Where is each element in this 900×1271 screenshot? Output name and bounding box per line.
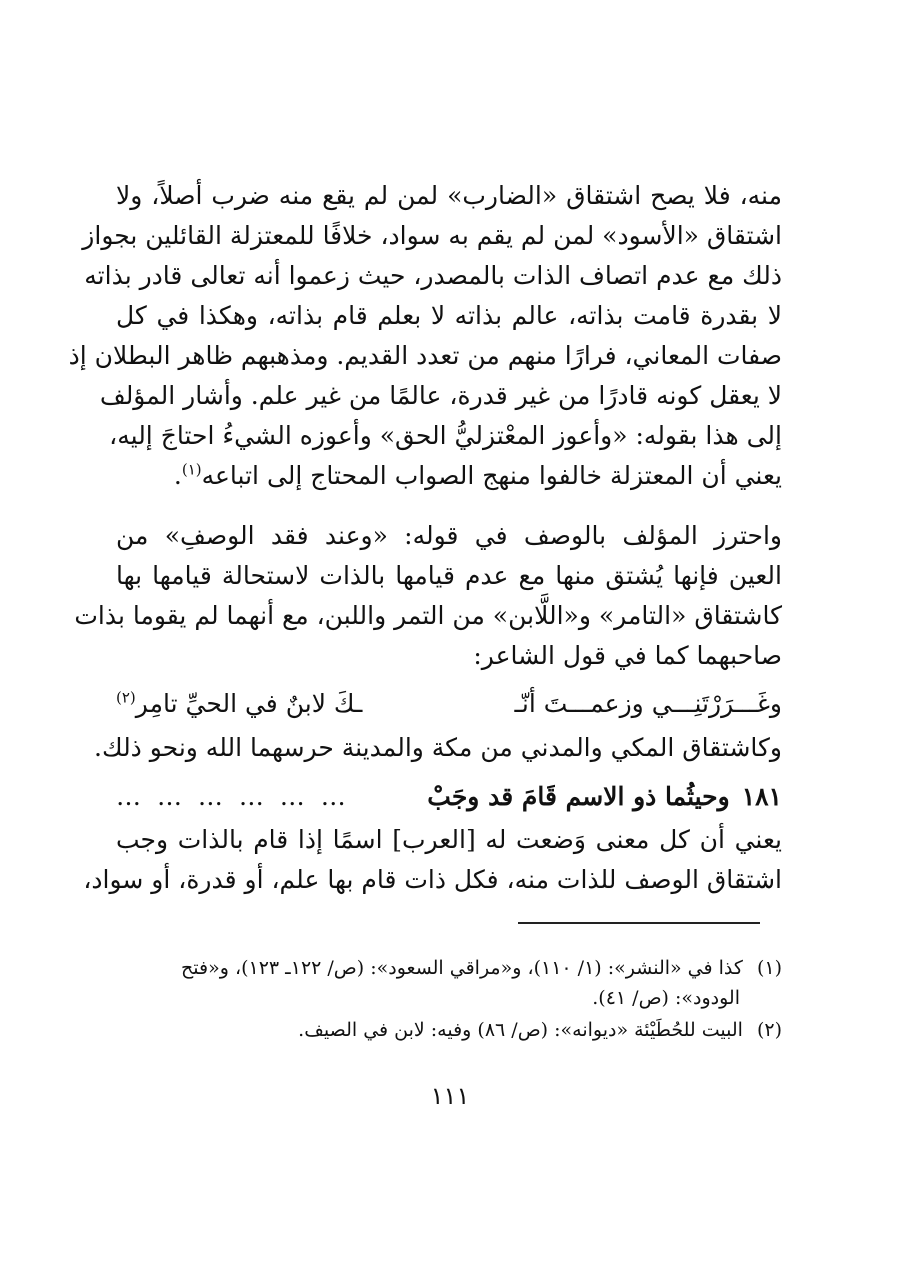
body-line: صفات المعاني، فرارًا منهم من تعدد القديم. ومذهبهم ظاهر البطلان إذ	[68, 341, 782, 370]
footnote-2-mark: (٢)	[756, 1019, 782, 1041]
poem-ellipsis: … … … … … …	[116, 782, 350, 811]
para3-line: اشتقاق الوصف للذات منه، فكل ذات قام بها علم، أو قدرة، أو سواد،	[83, 865, 782, 894]
body-last-end: .	[173, 461, 182, 490]
verse-hemistich-2: ـكَ لابنٌ في الحيِّ تامِر	[135, 689, 363, 718]
footnote-1-line2: الودود»: (ص/ ٤١).	[592, 987, 740, 1009]
poem-line-text: وحيثُما ذو الاسم قَامَ قد وجَبْ	[427, 782, 730, 811]
body-line: ذلك مع عدم اتصاف الذات بالمصدر، حيث زعموا أنه تعالى قادر بذاته	[84, 261, 782, 290]
footnote-2	[116, 1015, 782, 1045]
poem-line-number: ١٨١	[741, 782, 782, 811]
para2-line: العين فإنها يُشتق منها مع عدم قيامها بالذات لاستحالة قيامها بها	[116, 561, 782, 590]
footnote-ref-2: (٢)	[116, 688, 136, 707]
body-line-last	[116, 456, 782, 496]
poetry-verse	[116, 684, 782, 724]
verse-hemistich-2-wrap	[116, 684, 362, 724]
para3-line: يعني أن كل معنى وَضعت له [العرب] اسمًا إذا قام بالذات وجب	[116, 825, 782, 854]
footnote-1	[116, 953, 782, 983]
para2-line-last: صاحبهما كما في قول الشاعر:	[473, 641, 782, 670]
verse-hemistich-1: وغَـــرَرْتَنِـــي وزعمـــتَ أنّـ	[514, 689, 782, 718]
footnote-2-line1: البيت للحُطَيْئة «ديوانه»: (ص/ ٨٦) وفيه: لابن في الصيف.	[298, 1019, 743, 1041]
after-verse-line: وكاشتقاق المكي والمدني من مكة والمدينة حرسهما الله ونحو ذلك.	[94, 733, 782, 762]
para2-line: واحترز المؤلف بالوصف في قوله: «وعند فقد الوصفِ» من	[116, 521, 782, 550]
footnote-1-mark: (١)	[756, 957, 782, 979]
footnote-ref-1: (١)	[181, 460, 202, 479]
body-line: لا يعقل كونه قادرًا من غير قدرة، عالمًا من غير علم. وأشار المؤلف	[99, 381, 782, 410]
footnote-separator	[518, 922, 760, 924]
page-number: ١١١	[430, 1082, 470, 1110]
footnote-1-line1: كذا في «النشر»: (١/ ١١٠)، و«مراقي السعود»: (ص/ ١٢٢ـ ١٢٣)، و«فتح	[181, 957, 743, 979]
body-last-text: يعني أن المعتزلة خالفوا منهج الصواب المحتاج إلى اتباعه	[201, 461, 782, 490]
body-line: منه، فلا يصح اشتقاق «الضارب» لمن لم يقع منه ضرب أصلاً، ولا	[116, 181, 782, 210]
body-line: اشتقاق «الأسود» لمن لم يقم به سواد، خلافًا للمعتزلة القائلين بجواز	[82, 221, 782, 250]
para2-line: كاشتقاق «التامر» و«اللَّابن» من التمر واللبن، مع أنهما لم يقوما بذات	[74, 601, 782, 630]
poem-line	[116, 777, 782, 817]
body-line: إلى هذا بقوله: «وأعوز المعْتزليُّ الحق» وأعوزه الشيءُ احتاجَ إليه،	[109, 421, 782, 450]
body-line: لا بقدرة قامت بذاته، عالم بذاته لا بعلم قام بذاته، وهكذا في كل	[116, 301, 782, 330]
